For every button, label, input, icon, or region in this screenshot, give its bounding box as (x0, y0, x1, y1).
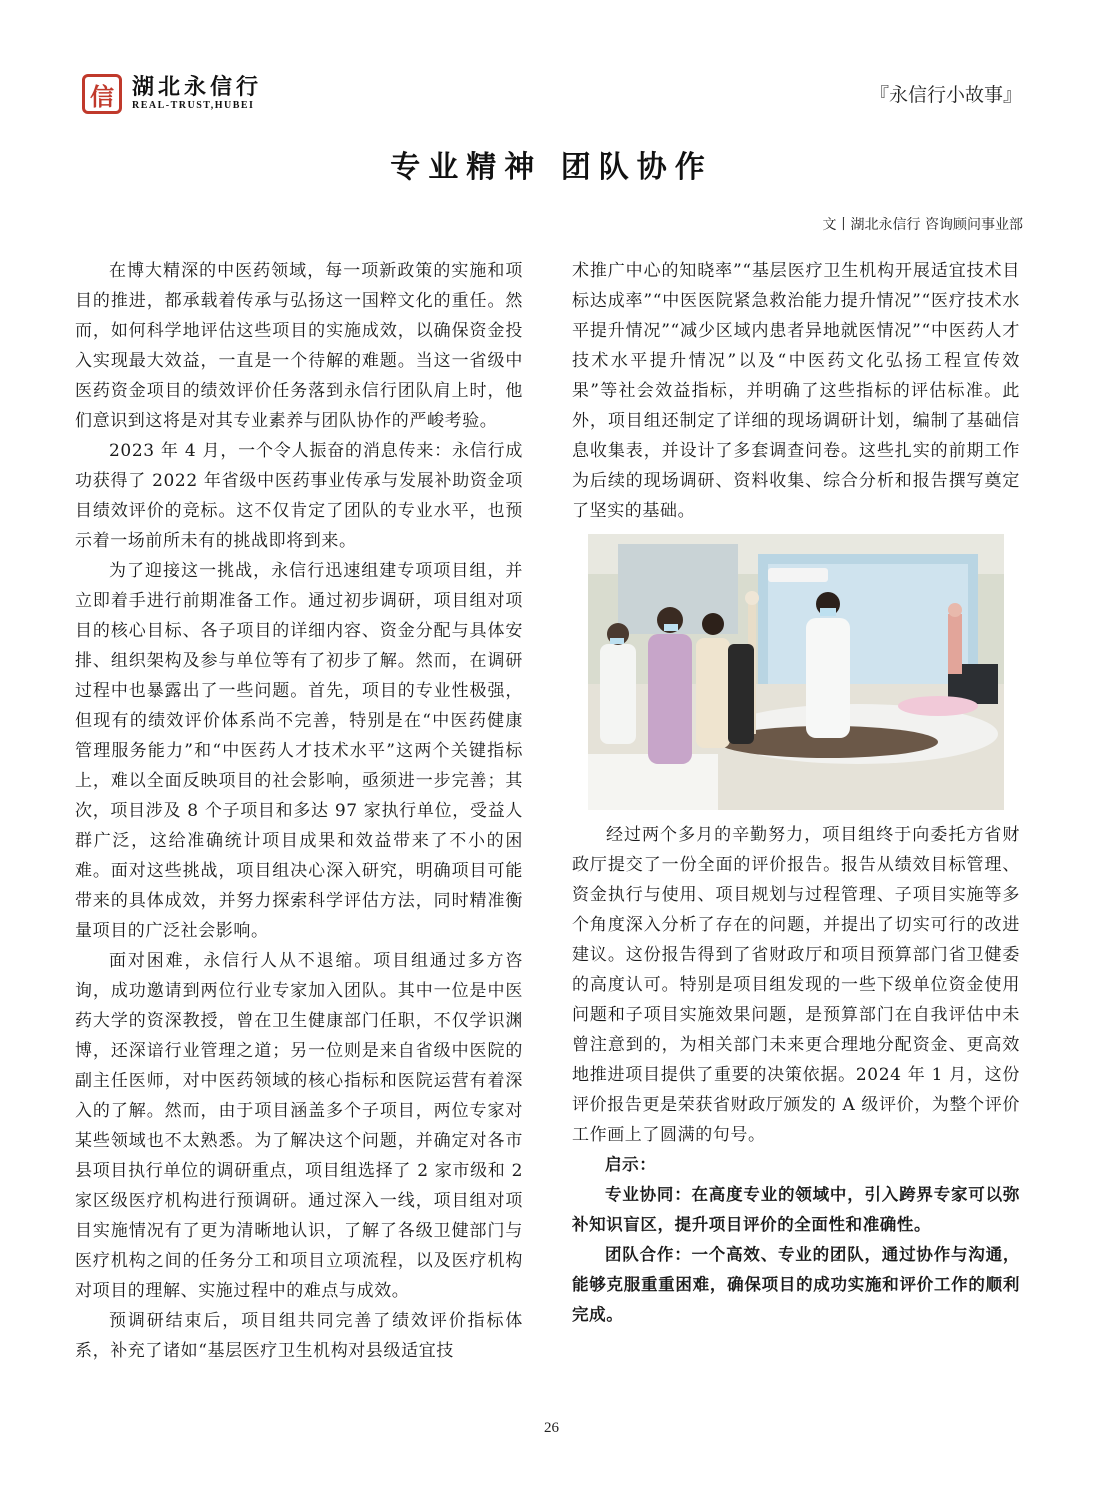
paragraph-continuation: 术推广中心的知晓率”“基层医疗卫生机构开展适宜技术目标达成率”“中医医院紧急救治能力提升情况”“医疗技术水平提升情况”“减少区域内患者异地就医情况”“中医药人才技术水平提升情况”以及“中医药文化弘扬工程宣传效果”等社会效益指标，并明确了这些指标的评估标准。此外，项目组还制定了详细的现场调研计划，编制了基础信息收集表，并设计了多套调查问卷。这些扎实的前期工作为后续的现场调研、资料收集、综合分析和报告撰写奠定了坚实的基础。 (572, 261, 1020, 521)
column-tag: 『永信行小故事』 (869, 84, 1022, 106)
logo-english-name: REAL-TRUST,HUBEI (132, 100, 255, 111)
insight-point-1: 专业协同：在高度专业的领域中，引入跨界专家可以弥补知识盲区，提升项目评价的全面性和准确性。 (572, 1185, 1020, 1234)
paragraph: 2023 年 4 月，一个令人振奋的消息传来：永信行成功获得了 2022 年省级中医药事业传承与发展补助资金项目绩效评价的竞标。这不仅肯定了团队的专业水平，也预示着一场前所未有的挑战即将到来。 (75, 441, 523, 551)
left-column (75, 256, 523, 1366)
paragraph: 面对困难，永信行人从不退缩。项目组通过多方咨询，成功邀请到两位行业专家加入团队。其中一位是中医药大学的资深教授，曾在卫生健康部门任职，不仅学识渊博，还深谙行业管理之道；另一位则是来自省级中医院的副主任医师，对中医药领域的核心指标和医院运营有着深入的了解。然而，由于项目涵盖多个子项目，两位专家对某些领域也不太熟悉。为了解决这个问题，并确定对各市县项目执行单位的调研重点，项目组选择了 2 家市级和 2 家区级医疗机构进行预调研。通过深入一线，项目组对项目实施情况有了更为清晰地认识，了解了各级卫健部门与医疗机构之间的任务分工和项目立项流程，以及医疗机构对项目的理解、实施过程中的难点与成效。 (75, 951, 523, 1301)
insights-heading: 启示： (605, 1155, 657, 1174)
page-number: 26 (544, 1420, 559, 1436)
insight-point-2: 团队合作：一个高效、专业的团队，通过协作与沟通，能够克服重重困难，确保项目的成功实施和评价工作的顺利完成。 (572, 1245, 1020, 1324)
article-photo (588, 534, 1004, 810)
logo-text (132, 76, 262, 112)
paragraph: 在博大精深的中医药领域，每一项新政策的实施和项目的推进，都承载着传承与弘扬这一国粹文化的重任。然而，如何科学地评估这些项目的实施成效，以确保资金投入实现最大效益，一直是一个待解的难题。当这一省级中医药资金项目的绩效评价任务落到永信行团队肩上时，他们意识到这将是对其专业素养与团队协作的严峻考验。 (75, 261, 523, 431)
paragraph: 为了迎接这一挑战，永信行迅速组建专项项目组，并立即着手进行前期准备工作。通过初步调研，项目组对项目的核心目标、各子项目的详细内容、资金分配与具体安排、组织架构及参与单位等有了初步了解。然而，在调研过程中也暴露出了一些问题。首先，项目的专业性极强，但现有的绩效评价体系尚不完善，特别是在“中医药健康管理服务能力”和“中医药人才技术水平”这两个关键指标上，难以全面反映项目的社会影响，亟须进一步完善；其次，项目涉及 8 个子项目和多达 97 家执行单位，受益人群广泛，这给准确统计项目成果和效益带来了不小的困难。面对这些挑战，项目组决心深入研究，明确项目可能带来的具体成效，并努力探索科学评估方法，同时精准衡量项目的广泛社会影响。 (75, 561, 523, 941)
paragraph: 经过两个多月的辛勤努力，项目组终于向委托方省财政厅提交了一份全面的评价报告。报告从绩效目标管理、资金执行与使用、项目规划与过程管理、子项目实施等多个角度深入分析了存在的问题，并提出了切实可行的改进建议。这份报告得到了省财政厅和项目预算部门省卫健委的高度认可。特别是项目组发现的一些下级单位资金使用问题和子项目实施效果问题，是预算部门在自我评估中未曾注意到的，为相关部门未来更合理地分配资金、更高效地推进项目提供了重要的决策依据。2024 年 1 月，这份评价报告更是荣获省财政厅颁发的 A 级评价，为整个评价工作画上了圆满的句号。 (572, 825, 1020, 1145)
article-title: 专业精神 团队协作 (390, 150, 713, 185)
logo-seal-icon: 信 (82, 74, 122, 114)
right-column (572, 256, 1020, 1330)
logo-chinese-name: 湖北永信行 (132, 75, 263, 100)
article-byline: 文丨湖北永信行 咨询顾问事业部 (822, 217, 1023, 233)
paragraph: 预调研结束后，项目组共同完善了绩效评价指标体系，补充了诸如“基层医疗卫生机构对县级适宜技 (75, 1311, 523, 1361)
company-logo (82, 74, 262, 114)
page-header (82, 74, 1022, 122)
